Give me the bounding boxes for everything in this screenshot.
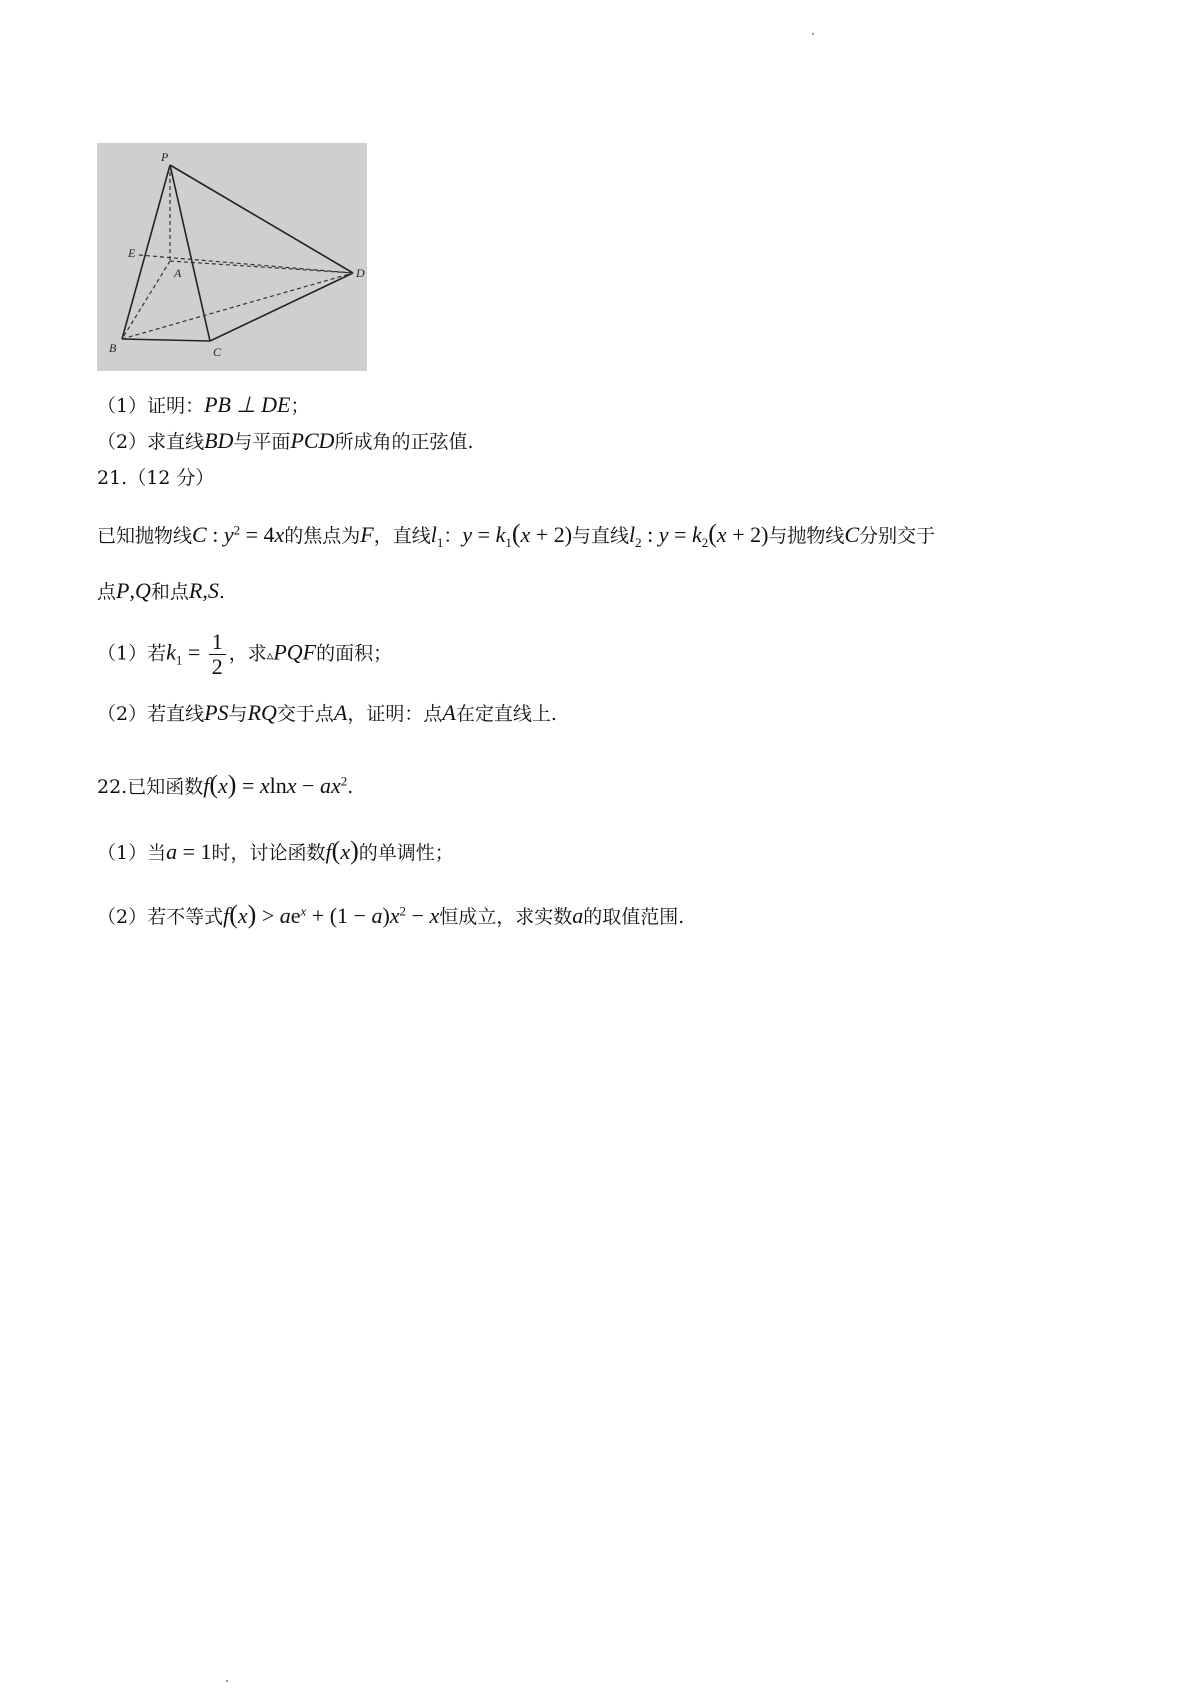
q20-part2-bd: BD — [204, 428, 234, 453]
q21-math-R: R — [188, 578, 203, 603]
q21-stem-text4: ： — [443, 525, 463, 547]
q21-math-subk1: 1 — [505, 534, 512, 550]
q20-part2-pcd: PCD — [290, 428, 335, 453]
edge-PC — [170, 165, 210, 341]
q22-stem-a: a — [319, 773, 331, 798]
q22-part1-x: x — [340, 839, 351, 864]
q22-part1-eq: = 1 — [177, 839, 212, 864]
q21-part1-pqf: PQF — [273, 639, 317, 665]
q21-math-k2: k — [691, 522, 702, 547]
q21-part2-prefix: （2）若直线 — [97, 703, 205, 725]
q21-math-P: P — [116, 578, 130, 603]
q21-math-y: y — [223, 522, 234, 547]
q21-part1-denominator: 2 — [211, 654, 223, 680]
q21-math-sup2: 2 — [233, 522, 241, 538]
q22-part2-sup2: 2 — [399, 903, 407, 919]
q22-stem-x2: x — [259, 773, 270, 798]
q21-part2-rq: RQ — [247, 700, 277, 725]
q21-part2-text2: 交于点 — [276, 703, 334, 725]
q21-part1-fraction — [209, 630, 226, 679]
q21-math-C: C — [192, 522, 207, 547]
scan-speck — [226, 1680, 228, 1682]
q21-stem2-period: . — [218, 581, 225, 603]
q22-part1-a: a — [166, 839, 178, 864]
q21-math-subk2: 2 — [701, 534, 709, 550]
q21-math-eq4: = 4 — [240, 522, 275, 547]
q22-part2-a2: a — [371, 903, 383, 928]
q22-part2-x3: x — [429, 903, 440, 928]
q21-part2-A1: A — [333, 700, 348, 725]
q21-stem-text7: 分别交于 — [859, 525, 936, 547]
q22-stem-x: x — [218, 773, 228, 798]
q21-stem-text1: 已知抛物线 — [97, 525, 193, 547]
q22-part2-rp2: ) — [382, 903, 390, 928]
q20-part2-prefix: （2）求直线 — [97, 431, 205, 453]
q21-math-eq2: = — [668, 522, 692, 547]
edge-PD — [170, 165, 353, 273]
q21-math-sub1: 1 — [436, 534, 444, 550]
q21-part2-A2: A — [442, 700, 456, 725]
q21-math-colon2: : — [641, 522, 659, 547]
q21-part2-ps: PS — [204, 700, 229, 725]
scan-speck — [812, 33, 814, 35]
q21-math-x1: x — [520, 522, 531, 547]
q21-math-x: x — [274, 522, 285, 547]
pyramid-figure — [97, 143, 367, 371]
q22-stem-minus: − — [296, 773, 320, 798]
q22-part2-supx: x — [300, 903, 307, 919]
edge-AD — [170, 261, 353, 273]
q22-part2-x2: x — [389, 903, 400, 928]
q21-math-C2: C — [844, 522, 860, 547]
edge-BD — [122, 273, 353, 339]
q22-part2 — [97, 899, 684, 930]
q21-math-comma2: , — [202, 578, 208, 603]
edge-ED — [139, 255, 353, 273]
q22-part2-rp: ) — [247, 900, 257, 929]
q22-part2-text1: 恒成立，求实数 — [439, 906, 573, 928]
q22-stem-f: f — [203, 773, 210, 798]
q20-part2-suffix: 所成角的正弦值. — [334, 431, 474, 453]
q21-math-x2: x — [716, 522, 727, 547]
q21-part2 — [97, 700, 557, 726]
q20-part1 — [97, 392, 309, 418]
q22-part2-a3: a — [572, 903, 584, 928]
q21-stem-line2 — [97, 578, 225, 604]
q21-math-plus2b: + 2) — [726, 522, 769, 547]
q21-math-comma1: , — [129, 578, 135, 603]
q21-math-colon: : — [206, 522, 224, 547]
q22-stem-eq: = — [236, 773, 260, 798]
q21-math-lp1: ( — [511, 519, 521, 548]
q21-part1-k: k — [166, 639, 176, 665]
q22-stem-suffix: . — [347, 776, 354, 798]
q21-math-l2: l — [629, 522, 636, 547]
q22-part1-f: f — [325, 839, 332, 864]
q22-stem-prefix: 22.已知函数 — [97, 776, 204, 798]
q21-header-text: 21.（12 分） — [97, 467, 215, 489]
q20-part2 — [97, 428, 473, 454]
q21-math-sub2: 2 — [635, 534, 642, 550]
q22-stem-rp: ) — [227, 770, 237, 799]
q21-math-Q: Q — [134, 578, 151, 603]
q21-stem2-text2: 和点 — [150, 581, 189, 603]
q20-part1-math: PB ⊥ DE — [204, 392, 291, 417]
q21-part1-eq: = — [182, 639, 206, 665]
q21-part1-mid: ，求 — [228, 642, 267, 665]
label-B: B — [109, 341, 117, 355]
q20-part1-prefix: （1）证明： — [97, 395, 205, 417]
q21-stem-text5: 与直线 — [572, 525, 630, 547]
edge-CD — [210, 273, 353, 341]
label-E: E — [128, 246, 136, 260]
q22-part1 — [97, 835, 454, 866]
q21-part2-text4: 在定直线上. — [455, 703, 557, 725]
q22-part2-minus: − — [406, 903, 430, 928]
q22-part2-x: x — [237, 903, 248, 928]
edge-BC — [122, 339, 210, 341]
q21-part1-numerator: 1 — [209, 630, 226, 655]
q22-part2-plus: + (1 − — [306, 903, 372, 928]
q21-part2-text1: 与 — [228, 703, 248, 725]
q22-part2-e: e — [290, 903, 301, 928]
q22-stem-sup: 2 — [340, 773, 348, 789]
q22-part1-lp: ( — [331, 836, 341, 865]
q21-part2-text3: ，证明：点 — [347, 703, 443, 725]
q20-part1-suffix: ； — [290, 395, 310, 417]
q22-stem-ln: ln — [269, 773, 287, 798]
q21-math-eq1: = — [472, 522, 496, 547]
q22-part2-suffix: 的取值范围. — [583, 906, 685, 928]
q22-stem-x3: x — [286, 773, 297, 798]
q21-stem-text6: 与抛物线 — [768, 525, 845, 547]
q21-stem-text2: 的焦点为 — [284, 525, 361, 547]
label-A: A — [174, 266, 182, 280]
q22-part1-rp: ) — [350, 836, 359, 865]
q21-math-plus2a: + 2) — [530, 522, 573, 547]
q21-stem-line1 — [97, 518, 935, 550]
q21-math-y2: y — [658, 522, 669, 547]
q21-math-k1: k — [495, 522, 506, 547]
q21-part1-suffix: 的面积； — [316, 642, 393, 665]
q22-part1-text1: 时，讨论函数 — [211, 842, 326, 864]
q21-math-y1: y — [462, 522, 473, 547]
q22-part1-suffix: 的单调性； — [358, 842, 454, 864]
label-P: P — [161, 150, 169, 164]
q21-math-l1: l — [430, 522, 437, 547]
q22-part1-prefix: （1）当 — [97, 842, 167, 864]
triangle-icon: ▵ — [266, 648, 274, 664]
q20-part2-mid: 与平面 — [233, 431, 291, 453]
q21-header — [97, 467, 214, 490]
q22-stem-lp: ( — [209, 770, 219, 799]
q21-math-F: F — [360, 522, 374, 547]
q22-part2-prefix: （2）若不等式 — [97, 906, 224, 928]
q22-part2-f: f — [223, 903, 230, 928]
q21-part1-sub: 1 — [175, 652, 183, 668]
q21-math-lp2: ( — [708, 519, 717, 548]
q22-part2-lp: ( — [229, 900, 238, 929]
q21-math-S: S — [207, 578, 219, 603]
q22-stem — [97, 769, 353, 800]
q22-part2-a: a — [279, 903, 291, 928]
label-C: C — [213, 345, 222, 359]
q22-stem-x4: x — [330, 773, 341, 798]
q21-part1 — [97, 630, 392, 679]
q21-stem-text3: ，直线 — [373, 525, 431, 547]
q21-part1-prefix: （1）若 — [97, 642, 167, 665]
q21-stem2-text1: 点 — [97, 581, 117, 603]
q22-part2-gt: > — [256, 903, 280, 928]
label-D: D — [356, 266, 365, 280]
pyramid-diagram — [97, 143, 367, 371]
